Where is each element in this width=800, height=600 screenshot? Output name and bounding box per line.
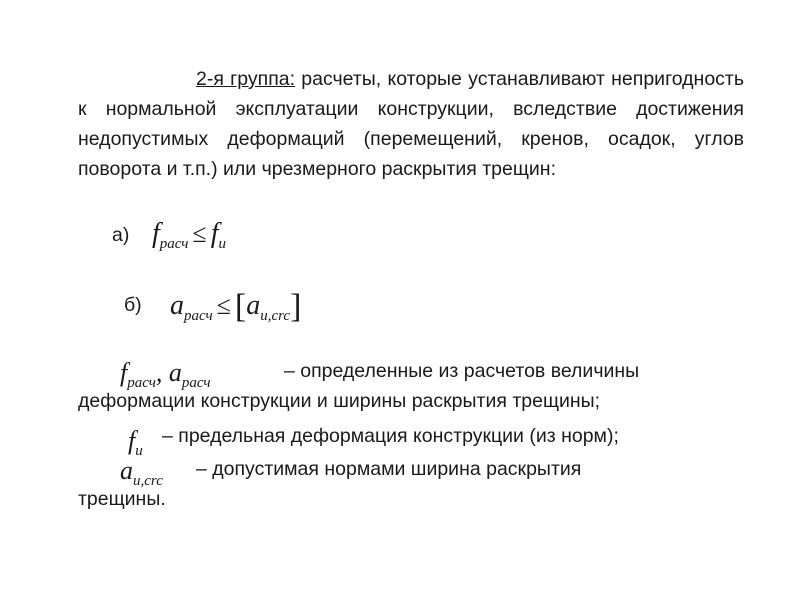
formula-symbol: a — [246, 290, 261, 321]
separator: , — [155, 358, 163, 387]
condition-b-formula — [170, 290, 301, 324]
definition-subscript: u — [135, 443, 143, 459]
formula-subscript: расч — [159, 236, 189, 252]
definition-symbol: a — [120, 456, 133, 485]
formula-symbol: f — [210, 218, 219, 249]
definition-subscript: расч — [127, 375, 156, 391]
condition-b-label: б) — [124, 294, 142, 316]
definition-3-text: – допустимая нормами ширина раскрытия — [196, 458, 582, 480]
formula-subscript: u — [218, 236, 226, 252]
formula-symbol: a — [170, 290, 184, 321]
definition-subscript: u,crc — [133, 473, 163, 489]
formula-subscript: u,crc — [260, 308, 291, 324]
leq-operator: ≤ — [216, 291, 231, 320]
intro-text: расчеты, которые устанавливают непригодность к нормальной эксплуатации конструкции, вследствие достижения недопустимых деформаций (перемещений, кренов, осадок, углов поворота и т.п.) или чрезмерного раскрытия трещин: — [78, 68, 745, 180]
condition-a-formula — [152, 220, 226, 252]
definition-symbol: f — [128, 426, 136, 455]
definition-symbol: a — [168, 358, 182, 387]
formula-subscript: расч — [184, 308, 213, 324]
left-bracket: [ — [234, 288, 247, 325]
intro-paragraph — [78, 64, 744, 184]
definition-3-text-continued: трещины. — [78, 488, 166, 510]
definition-2-symbol — [128, 426, 143, 460]
definition-1-text-continued: деформации конструкции и ширины раскрытия трещины; — [78, 390, 601, 412]
definition-1-text: – определенные из расчетов величины — [284, 360, 640, 382]
definition-subscript: расч — [181, 375, 211, 391]
leq-operator: ≤ — [192, 219, 207, 248]
right-bracket: ] — [290, 288, 302, 325]
condition-a-label: а) — [112, 224, 130, 246]
group-label: 2-я группа: — [196, 68, 296, 90]
definition-symbol: f — [120, 358, 128, 387]
definition-2-text: – предельная деформация конструкции (из норм); — [162, 425, 619, 447]
formula-symbol: f — [152, 218, 160, 249]
